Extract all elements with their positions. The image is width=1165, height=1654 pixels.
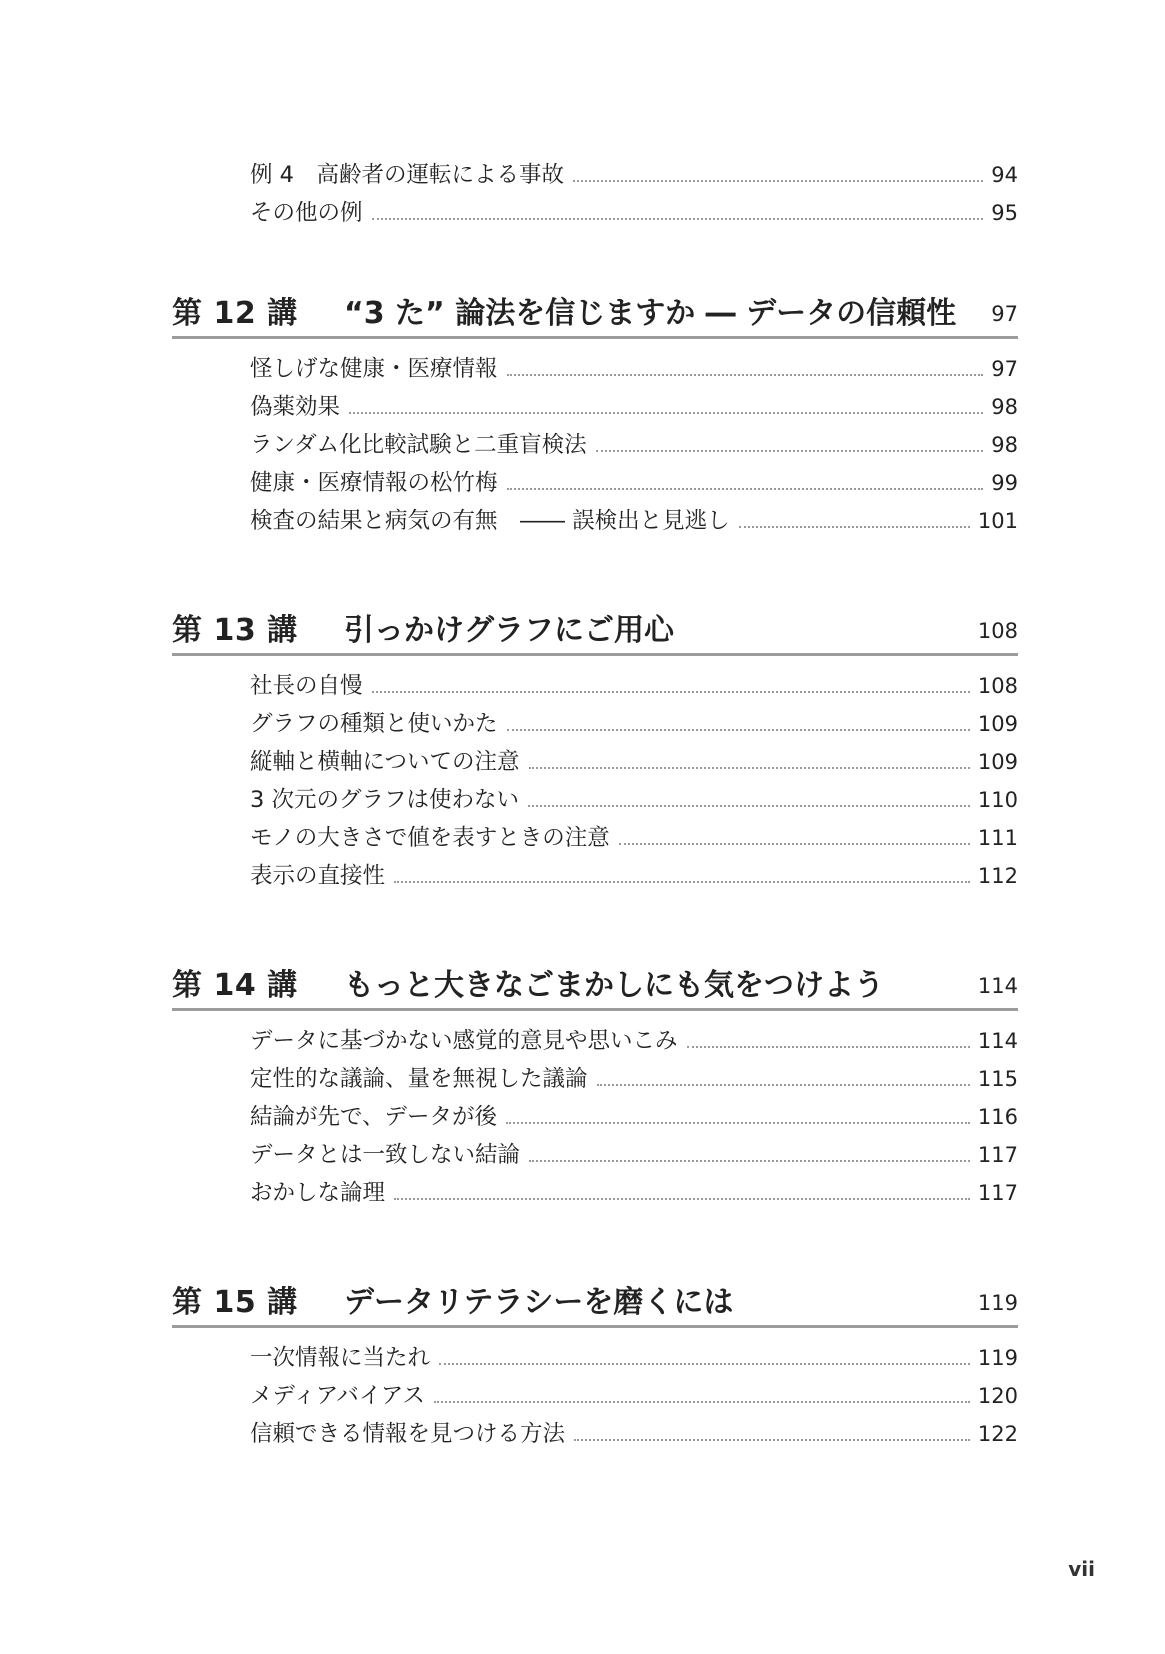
dotted-leader [507, 488, 984, 490]
toc-entry[interactable] [250, 1343, 1018, 1373]
toc-entry[interactable] [250, 354, 1018, 384]
toc-entry[interactable] [250, 747, 1018, 777]
chapter-number: 第 14 講 [172, 968, 298, 1003]
chapter-title: データリテラシーを磨くには [344, 1285, 734, 1320]
toc-entry-title: モノの大きさで値を表すときの注意 [250, 825, 610, 851]
toc-entry[interactable] [250, 709, 1018, 739]
toc-entry[interactable] [250, 823, 1018, 853]
dotted-leader [372, 691, 970, 693]
chapter-number: 第 12 講 [172, 296, 298, 331]
toc-entry-page: 110 [977, 788, 1018, 812]
chapter-title: もっと大きなごまかしにも気をつけよう [344, 968, 884, 1003]
toc-entry-page: 119 [977, 1346, 1018, 1370]
toc-entry[interactable] [250, 468, 1018, 498]
dotted-leader [529, 767, 970, 769]
toc-entry-page: 122 [977, 1422, 1018, 1446]
toc-entry-title: 3 次元のグラフは使わない [250, 787, 519, 813]
dotted-leader [574, 1439, 970, 1441]
chapter-page: 119 [977, 1291, 1018, 1315]
toc-entry[interactable] [250, 1140, 1018, 1170]
dotted-leader [394, 1198, 970, 1200]
toc-entry-title: 結論が先で、データが後 [250, 1104, 498, 1130]
dotted-leader [687, 1046, 970, 1048]
chapter-heading[interactable] [172, 609, 1018, 656]
toc-entry-page: 108 [977, 674, 1018, 698]
toc-entry-page: 94 [991, 163, 1018, 187]
chapter-page: 108 [977, 619, 1018, 643]
toc-entry[interactable] [250, 1178, 1018, 1208]
toc-entry-page: 117 [977, 1181, 1018, 1205]
dotted-leader [439, 1363, 970, 1365]
toc-entry-title: 縦軸と横軸についての注意 [250, 749, 520, 775]
toc-entry-title: メディアバイアス [250, 1383, 425, 1409]
chapter-heading[interactable] [172, 292, 1018, 339]
dotted-leader [506, 1122, 970, 1124]
chapter-heading[interactable] [172, 1281, 1018, 1328]
dotted-leader [394, 881, 970, 883]
dotted-leader [528, 805, 970, 807]
toc-entry[interactable] [250, 1026, 1018, 1056]
toc-entry-page: 115 [977, 1067, 1018, 1091]
toc-entry[interactable] [250, 198, 1018, 228]
dotted-leader [529, 1160, 970, 1162]
toc-entry-title: その他の例 [250, 200, 363, 226]
chapter-page: 114 [977, 974, 1018, 998]
dotted-leader [507, 729, 970, 731]
chapter-heading[interactable] [172, 964, 1018, 1011]
dotted-leader [597, 1084, 970, 1086]
toc-entry-page: 117 [977, 1143, 1018, 1167]
toc-entry-title: 検査の結果と病気の有無 ―― 誤検出と見逃し [250, 508, 730, 534]
toc-entry-page: 120 [977, 1384, 1018, 1408]
toc-entry[interactable] [250, 1381, 1018, 1411]
toc-entry-title: ランダム化比較試験と二重盲検法 [250, 432, 587, 458]
toc-entry[interactable] [250, 861, 1018, 891]
chapter-number: 第 13 講 [172, 613, 298, 648]
dotted-leader [619, 843, 970, 845]
toc-entry-title: 信頼できる情報を見つける方法 [250, 1421, 566, 1447]
toc-entry-page: 98 [991, 433, 1018, 457]
toc-entry-title: 社長の自慢 [250, 673, 363, 699]
toc-entry[interactable] [250, 1064, 1018, 1094]
chapter-number: 第 15 講 [172, 1285, 298, 1320]
toc-entry-page: 97 [991, 357, 1018, 381]
dotted-leader [573, 180, 983, 182]
toc-entry-page: 114 [977, 1029, 1018, 1053]
toc-entry-title: 一次情報に当たれ [250, 1345, 431, 1371]
dotted-leader [434, 1401, 970, 1403]
chapter-page: 97 [991, 302, 1018, 326]
chapter-title: 引っかけグラフにご用心 [344, 613, 674, 648]
toc-entry-title: グラフの種類と使いかた [250, 711, 498, 737]
toc-entry-page: 111 [977, 826, 1018, 850]
dotted-leader [372, 218, 984, 220]
toc-entry-title: 偽薬効果 [250, 394, 341, 420]
toc-entry-page: 109 [977, 712, 1018, 736]
dotted-leader [349, 412, 983, 414]
toc-entry[interactable] [250, 430, 1018, 460]
toc-entry-page: 95 [991, 201, 1018, 225]
toc-entry-title: 怪しげな健康・医療情報 [250, 356, 498, 382]
toc-entry-title: データとは一致しない結論 [250, 1142, 521, 1168]
toc-entry-page: 98 [991, 395, 1018, 419]
page-folio: vii [1068, 1557, 1095, 1581]
toc-entry-page: 116 [977, 1105, 1018, 1129]
toc-entry-title: データに基づかない感覚的意見や思いこみ [250, 1028, 678, 1054]
toc-entry-title: 例 4 高齢者の運転による事故 [250, 162, 564, 188]
dotted-leader [596, 450, 984, 452]
dotted-leader [739, 526, 970, 528]
toc-entry-page: 99 [991, 471, 1018, 495]
toc-entry[interactable] [250, 160, 1018, 190]
toc-entry[interactable] [250, 671, 1018, 701]
toc-entry[interactable] [250, 1419, 1018, 1449]
toc-entry-page: 109 [977, 750, 1018, 774]
toc-entry-title: おかしな論理 [250, 1180, 386, 1206]
toc-entry[interactable] [250, 785, 1018, 815]
chapter-title: “3 た” 論法を信じますか ― データの信頼性 [344, 296, 957, 331]
toc-entry-page: 112 [977, 864, 1018, 888]
toc-entry[interactable] [250, 506, 1018, 536]
toc-entry-title: 健康・医療情報の松竹梅 [250, 470, 498, 496]
toc-entry[interactable] [250, 1102, 1018, 1132]
dotted-leader [507, 374, 984, 376]
toc-entry[interactable] [250, 392, 1018, 422]
toc-entry-page: 101 [977, 509, 1018, 533]
toc-entry-title: 定性的な議論、量を無視した議論 [250, 1066, 588, 1092]
toc-entry-title: 表示の直接性 [250, 863, 386, 889]
